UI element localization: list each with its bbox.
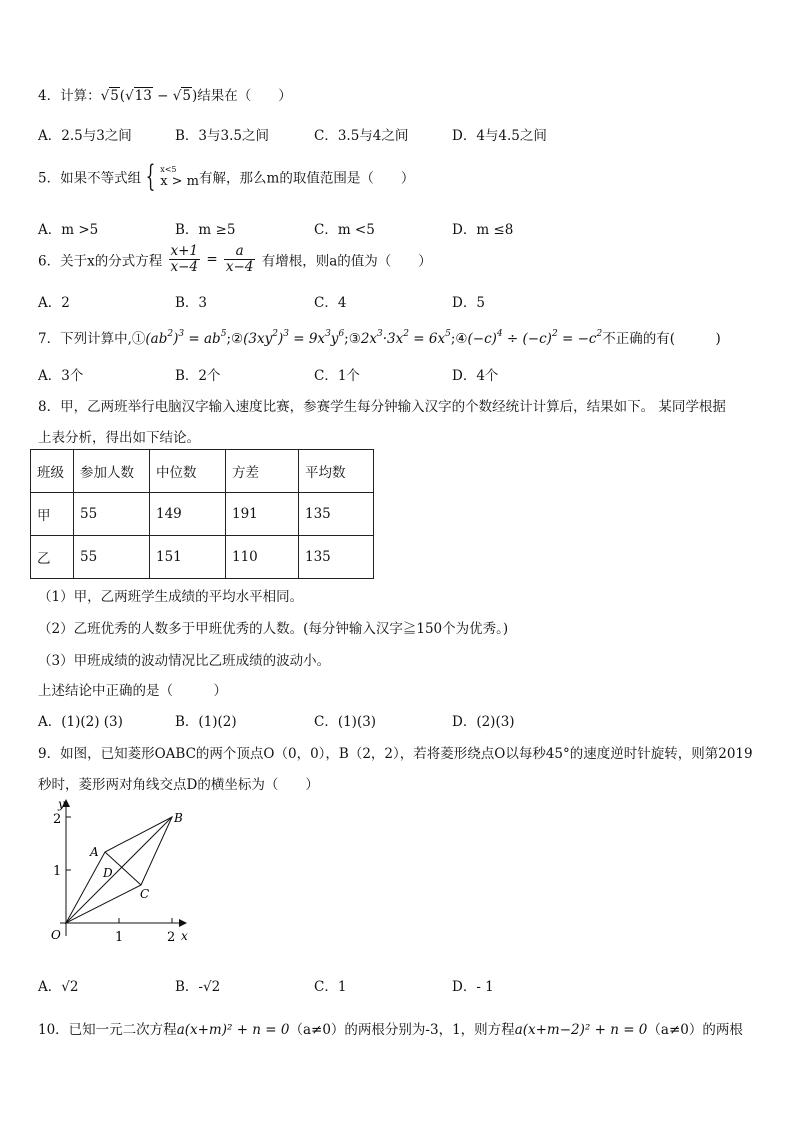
table-cell: 乙 [31,536,74,579]
q9-option-b[interactable]: B．-√2 [175,979,221,995]
q7-stem: 7．下列计算中$,①(ab^2)^3$ = $ab^5;②(3xy^2)^3$ = $9x^3y^6;③2x^3\cdot 3x^2$ = $6x^5;④(-c)^4 \div (-c)^2 = -c^2$不正确的有( ) [38,329,721,347]
q9-stem-line2: 秒时，菱形两对角线交点D的横坐标为（ ） [38,777,319,793]
point-label-b: B [174,811,183,825]
q5-options [38,218,738,238]
q9-option-c[interactable]: C．1 [314,979,347,995]
q8-options [38,710,738,730]
q10-equation-1: a(x+m)² + n = 0 [176,1022,290,1038]
q4-option-b[interactable]: B．3与3.5之间 [175,128,269,144]
q6-option-b[interactable]: B．3 [175,295,208,311]
q8-data-table [30,449,374,579]
table-header-cell: 方差 [226,450,299,493]
tick-label-x1: 1 [115,930,124,945]
q9-stem-line1: 9．如图，已知菱形OABC的两个顶点O（0，0），B（2，2），若将菱形绕点O以每秒45°的速度逆时针旋转，则第2019 [38,746,753,762]
tick-label-y1: 1 [53,864,62,879]
q9-option-d[interactable]: D．- 1 [452,979,494,995]
q6-option-c[interactable]: C．4 [314,295,347,311]
q8-option-c[interactable]: C．(1)(3) [314,714,377,730]
q6-stem: 6．关于x的分式方程 $\frac{x+1}{x-4}$ = $\frac{a}{x-4}$ 有增根，则a的值为（ ） [38,243,432,275]
q5-option-d[interactable]: D．m ≤8 [452,222,514,238]
table-header-cell: 班级 [31,450,74,493]
q5-inequality-system: x<5 x > m [160,165,200,189]
q8-conclusion-3: （3）甲班成绩的波动情况比乙班成绩的波动小。 [38,653,331,669]
q8-conclusion-1: （1）甲，乙两班学生成绩的平均水平相同。 [38,589,304,605]
table-header-cell: 参加人数 [74,450,150,493]
table-cell: 甲 [31,493,74,536]
q7-options [38,364,738,384]
q8-stem-line1: 8．甲，乙两班举行电脑汉字输入速度比赛，参赛学生每分钟输入汉字的个数经统计计算后，结果如下。 某同学根据 [38,399,726,415]
axis-label-y: y [58,797,65,811]
q9-option-a[interactable]: A．√2 [38,979,79,995]
q4-option-d[interactable]: D．4与4.5之间 [452,128,547,144]
q7-option-d[interactable]: D．4个 [452,368,499,384]
q10-equation-2: a(x+m−2)² + n = 0 [514,1022,648,1038]
q5-option-a[interactable]: A．m >5 [38,222,99,238]
q5-option-b[interactable]: B．m ≥5 [175,222,236,238]
q5-stem: 5．如果不等式组 { x<5 x > m 有解，那么m的取值范围是（ ） [38,158,415,194]
table-cell: 55 [74,536,150,579]
table-cell: 191 [226,493,299,536]
q4-options [38,124,738,144]
q6-fraction-left: $\frac{x+1}{x-4}$ [170,243,199,275]
q8-option-d[interactable]: D．(2)(3) [452,714,515,730]
q8-option-b[interactable]: B．(1)(2) [175,714,237,730]
q6-options [38,291,738,311]
q4-expression: √5(√13 − √5) [100,88,198,104]
table-cell: 55 [74,493,150,536]
table-cell: 135 [299,493,374,536]
q8-question: 上述结论中正确的是（ ） [38,683,227,699]
q8-stem-line2: 上表分析，得出如下结论。 [38,430,200,446]
table-row [31,536,374,579]
tick-label-x2: 2 [167,930,176,945]
q4-option-a[interactable]: A．2.5与3之间 [38,128,132,144]
q8-option-a[interactable]: A．(1)(2) (3) [38,714,123,730]
point-label-o: O [51,928,61,942]
table-header-row [31,450,374,493]
tick-label-y2: 2 [53,812,62,827]
point-label-c: C [140,887,150,901]
table-cell: 151 [150,536,226,579]
q4-stem: 4．计算：√5(√13 − √5)结果在（ ） [38,88,292,104]
q6-fraction-right: $\frac{a}{x-4}$ [225,243,254,275]
q7-expressions: $①(ab^2)^3$ = $ab^5;②(3xy^2)^3$ = $9x^3y^6;③2x^3\cdot 3x^2$ = $6x^5;④(-c)^4 \div (-c)^2 = -c^2$ [131,329,603,347]
table-cell: 149 [150,493,226,536]
point-label-a: A [90,845,99,859]
q7-option-a[interactable]: A．3个 [38,368,84,384]
point-label-d: D [103,866,113,880]
table-row [31,493,374,536]
q8-conclusion-2: （2）乙班优秀的人数多于甲班优秀的人数。(每分钟输入汉字≧150个为优秀。) [38,621,509,637]
q7-option-c[interactable]: C．1个 [314,368,360,384]
table-cell: 135 [299,536,374,579]
q7-option-b[interactable]: B．2个 [175,368,221,384]
q6-option-a[interactable]: A．2 [38,295,70,311]
q4-option-c[interactable]: C．3.5与4之间 [314,128,409,144]
table-header-cell: 平均数 [299,450,374,493]
q10-stem: 10．已知一元二次方程a(x+m)² + n = 0（a≠0）的两根分别为-3，1，则方程a(x+m−2)² + n = 0（a≠0）的两根 [38,1022,743,1038]
table-cell: 110 [226,536,299,579]
q9-options [38,975,738,995]
q6-option-d[interactable]: D．5 [452,295,485,311]
table-header-cell: 中位数 [150,450,226,493]
axis-label-x: x [181,929,188,943]
rhombus-figure [40,796,200,946]
q5-option-c[interactable]: C．m <5 [314,222,375,238]
diagonal-ob [66,817,172,923]
